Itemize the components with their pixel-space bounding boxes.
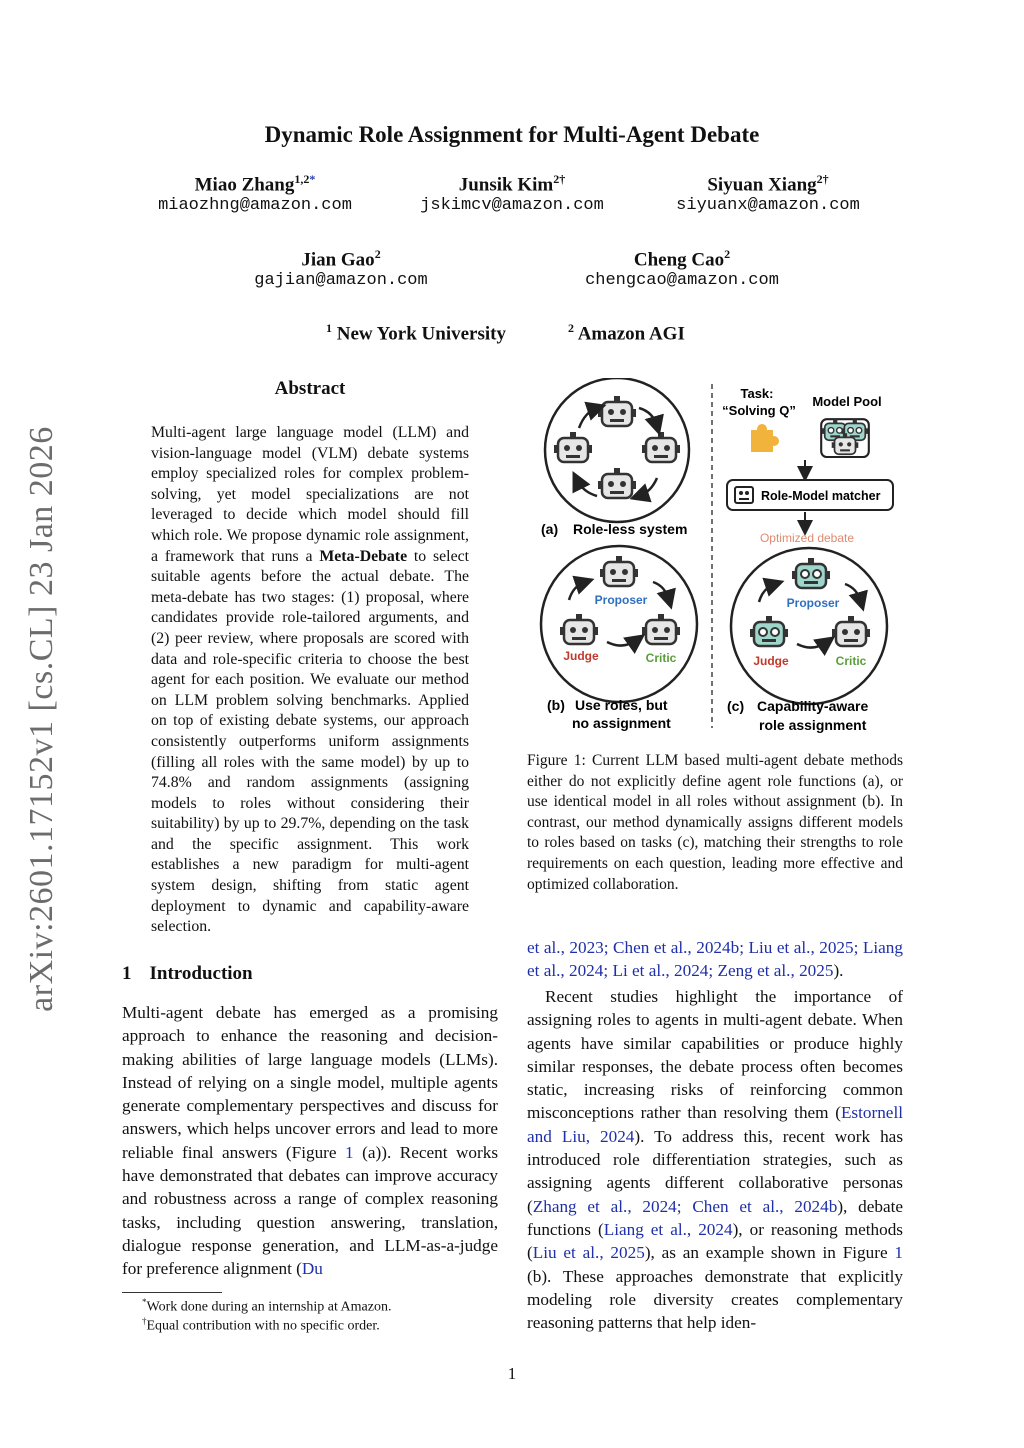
citation-link[interactable]: Liang et al., 2024 [603,1219,733,1239]
panel-c-label-1: Capability-aware [757,698,869,714]
figure-1-diagram [527,378,903,738]
author-name: Miao Zhang [194,174,295,196]
model-pool-icon [821,419,869,457]
citation-link[interactable]: et al., 2023; Chen et al., 2024b; Liu et al., 2025; Liang et al., 2024; Li et al., 2024; Zeng et al., 2025 [527,938,903,981]
section-number: 1 [122,963,132,984]
figure-1-caption: Figure 1: Current LLM based multi-agent debate methods either do not explicitly define agent role functions (a), or use identical model in all roles without assignment (b). In contrast, our method dynamically assigns different models to roles based on tasks (c), matching their strengths to role requirements on each question, leading more effective and optimized collaboration. [527,752,903,893]
affiliation-name: New York University [336,323,506,345]
affiliation-name: Amazon AGI [577,323,685,345]
panel-b-label-2: no assignment [572,715,671,731]
author-affil-sup: 2 [553,172,560,186]
affiliation-num: 2 [568,321,574,335]
citation-link[interactable]: Zhang et al., 2024; Chen et al., 2024b [532,1196,838,1216]
author-email[interactable]: chengcao@amazon.com [585,271,779,291]
citation-link[interactable]: Du [301,1259,323,1279]
text-run: ). [833,961,844,981]
task-question: “Solving Q” [722,403,796,418]
task-label: Task: [740,386,774,401]
text-run: ), or reasoning methods ( [527,1219,903,1263]
footnote-rule [122,1292,222,1293]
author-email[interactable]: miaozhng@amazon.com [158,196,352,216]
author-2 [392,172,632,215]
panel-c-label-2: role assignment [759,717,867,733]
page-number: 1 [507,1364,517,1383]
author-name: Jian Gao [301,249,375,271]
footnote-text: Equal contribution with no specific order. [146,1318,380,1334]
figure-ref-link[interactable]: 1 [345,1142,354,1162]
text-run: (a)). Recent works have demonstrated that debates can improve accuracy and robustness across a range of complex reasoning tasks, including question answering, translation, dialogue response generation, and LLM-as-a-judge for preference alignment ( [122,1142,499,1279]
role-label-critic: Critic [835,654,867,668]
figure-ref-link[interactable]: 1 [894,1243,903,1263]
role-label-judge: Judge [563,649,599,663]
abstract-bold-term: Meta-Debate [319,547,408,565]
panel-b-tag: (b) [547,697,565,713]
author-4 [226,247,456,290]
role-label-proposer: Proposer [594,593,648,607]
panel-a-tag: (a) [541,521,559,537]
model-pool-label: Model Pool [812,394,882,409]
citation-link[interactable]: Liu et al., 2025 [532,1243,645,1263]
author-affil-sup: 2 [374,247,381,261]
intro-paragraph-2 [527,985,903,1334]
figure-1 [527,378,903,738]
author-name: Junsik Kim [458,174,554,196]
author-name: Cheng Cao [633,249,725,271]
author-email[interactable]: jskimcv@amazon.com [420,196,604,216]
author-name: Siyuan Xiang [707,174,817,196]
citation-link[interactable]: Estornell and Liu, 2024 [527,1103,903,1146]
abstract-heading: Abstract [274,378,346,399]
panel-c-tag: (c) [727,698,745,714]
footnote-1 [142,1297,392,1316]
footnote-mark: † [142,1316,147,1326]
text-run: (b). These approaches demonstrate that explicitly modeling role diversity creates complementary reasoning patterns that help iden- [527,1266,903,1333]
author-5 [562,247,802,290]
text-run: Multi-agent debate has emerged as a promising approach to enhance the reasoning and decision-making abilities of large language models (LLMs). Instead of relying on a single model, multiple agents generate complementary perspectives and discuss for answers, which helps uncover errors and lead to more reliable final answers (Figure [122,1003,498,1162]
author-affil-sup: 2 [816,172,823,186]
affiliation-2 [568,321,685,345]
author-email[interactable]: gajian@amazon.com [254,271,428,291]
panel-a-label: Role-less system [573,521,688,537]
text-run: ). To address this, recent work has introduced role differentiation strategies, such as assigning agents different collaborative personas ( [527,1126,904,1216]
author-3 [648,172,888,215]
role-label-judge: Judge [753,654,789,668]
footnote-mark: * [142,1297,147,1307]
author-affil-sup: 1,2 [294,172,310,186]
abstract-part: Multi-agent large language model (LLM) and vision-language model (VLM) debate systems employ specialized roles for complex problem-solving, yet model specializations are not leveraged to decide which model should fill which role. We propose dynamic role assignment, a framework that runs a [151,424,469,565]
arxiv-sidebar-stamp: arXiv:2601.17152v1 [cs.CL] 23 Jan 2026 [23,426,60,1012]
text-run: ), as an example shown in Figure [644,1243,895,1263]
author-note-mark: † [559,172,566,186]
affiliation-1 [326,321,506,345]
section-title: Introduction [149,963,253,984]
role-label-proposer: Proposer [786,596,840,610]
text-run: ), debate functions ( [527,1196,903,1239]
author-note-mark: † [822,172,829,186]
abstract-text [151,423,469,938]
author-1 [130,172,380,215]
author-affil-sup: 2 [724,247,731,261]
role-label-critic: Critic [645,651,677,665]
optimized-debate-label: Optimized debate [759,531,855,545]
intro-paragraph-1 [122,1001,498,1281]
author-email[interactable]: siyuanx@amazon.com [676,196,860,216]
author-note-mark: * [309,172,316,186]
puzzle-icon [751,424,779,452]
panel-b-label-1: Use roles, but [575,697,668,713]
matcher-label: Role-Model matcher [761,489,881,503]
affiliation-num: 1 [326,321,332,335]
section-heading-introduction [122,963,253,985]
footnote-2 [142,1316,380,1335]
abstract-part: to select suitable agents before the actual debate. The meta-debate has two stages: (1) proposal, where candidates provide role-tailored arguments, and (2) peer review, where proposals are scored with data and role-specific criteria to choose the best agent for each position. We evaluate our method on LLM problem solving benchmarks. Applied on top of existing debate systems, our approach consistently outperforms uniform assignments (filling all roles with the same model) by up to 74.8% and random assignments (assigning models to roles without considering their suitability) by up to 29.7%, depending on the task and the specific assignment. This work establishes a new paradigm for multi-agent system design, shifting from static agent deployment to dynamic and capability-aware selection. [151,547,469,936]
footnote-text: Work done during an internship at Amazon. [146,1299,392,1315]
paper-title: Dynamic Role Assignment for Multi-Agent Debate [264,122,760,147]
text-run: Recent studies highlight the importance of assigning roles to agents in multi-agent debate. When agents have similar capabilities or produce highly similar responses, the debate process often becomes static, increasing risks of reinforcing common misconceptions rather than resolving them ( [527,987,903,1123]
intro-citations-continued [527,936,903,983]
